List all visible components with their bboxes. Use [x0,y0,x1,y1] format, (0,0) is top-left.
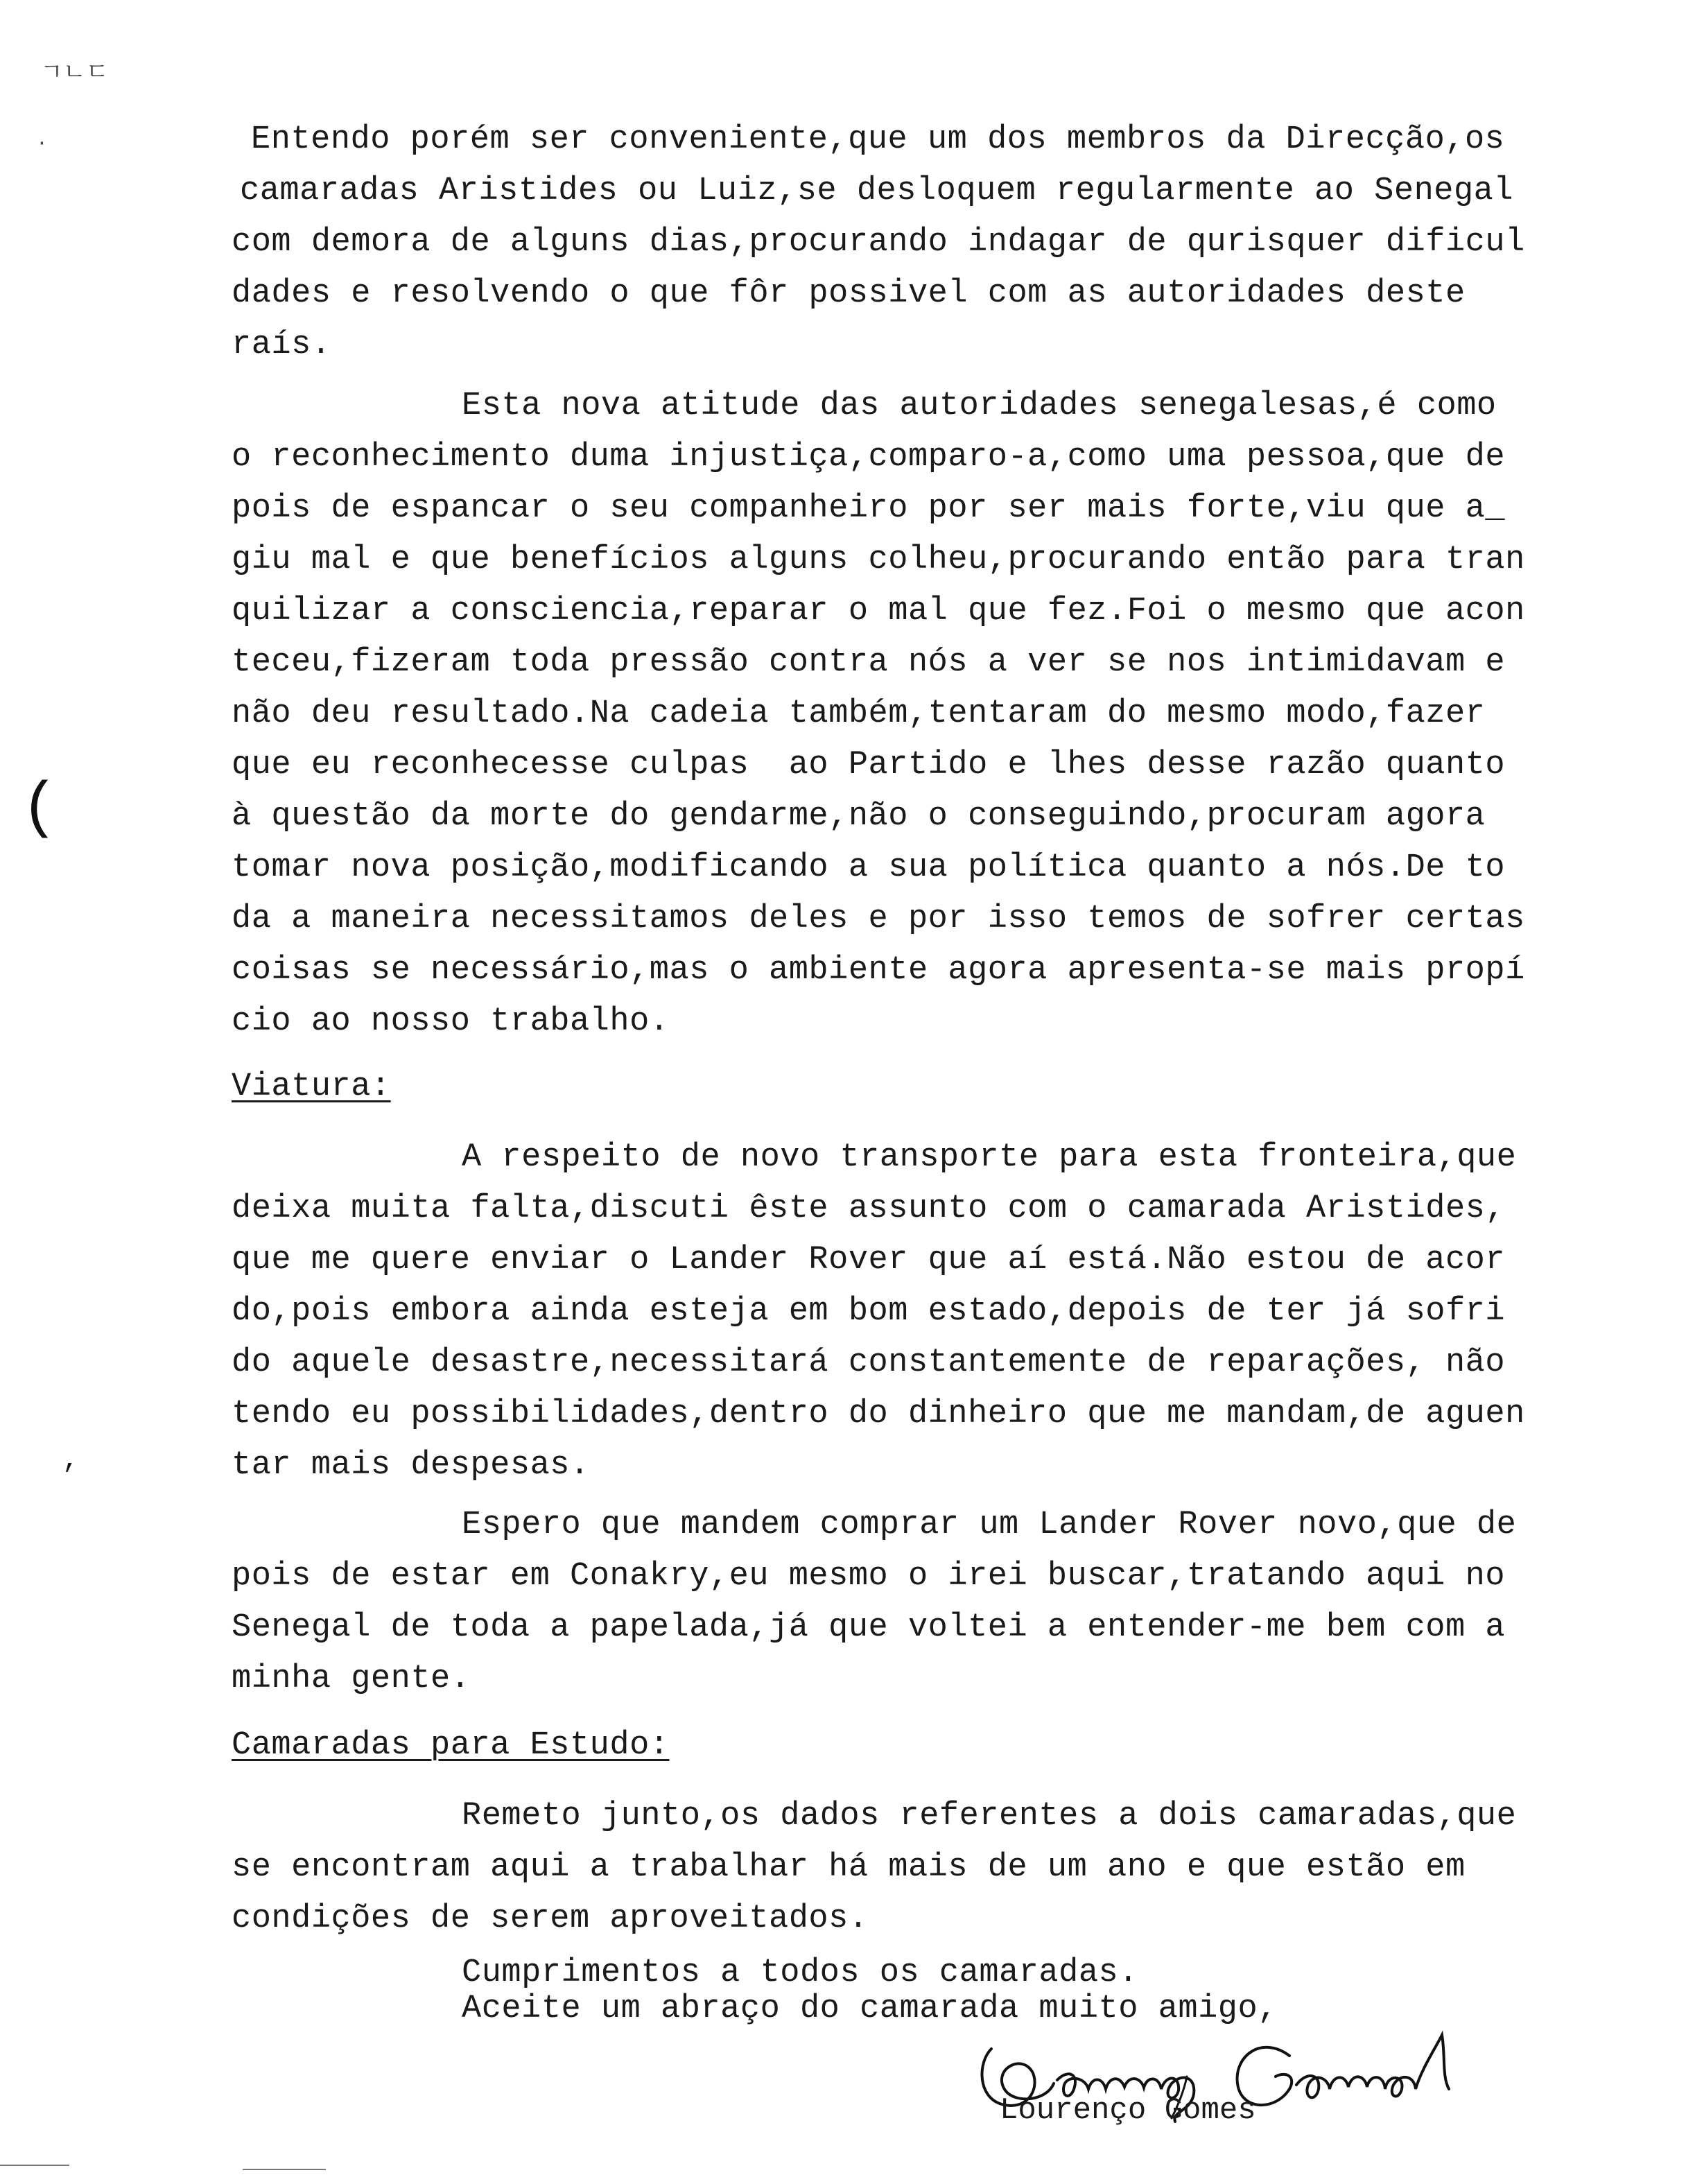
paragraph-indented-line: Esta nova atitude das autoridades senegalesas,é como [462,388,1497,424]
text-line: tendo eu possibilidades,dentro do dinheiro que me mandam,de aguen [232,1396,1525,1432]
text-line: pois de espancar o seu companheiro por ser mais forte,viu que a_ [232,490,1506,527]
text-line: Senegal de toda a papelada,já que voltei a entender-me bem com a [232,1609,1506,1646]
text-line: à questão da morte do gendarme,não o conseguindo,procuram agora [232,798,1486,835]
typed-signature-name: Lourenço Gomes [1000,2093,1256,2128]
text-line: deixa muita falta,discuti êste assunto com o camarada Aristides, [232,1190,1506,1227]
margin-dot-mark: · [36,133,48,155]
text-line: coisas se necessário,mas o ambiente agora apresenta-se mais propí [232,952,1525,989]
text-line: tar mais despesas. [232,1447,590,1484]
text-line: que eu reconhecesse culpas ao Partido e lhes desse razão quanto [232,747,1506,783]
section-heading-camaradas: Camaradas para Estudo: [232,1727,670,1764]
text-line: quilizar a consciencia,reparar o mal que fez.Foi o mesmo que acon [232,593,1525,630]
section-heading-viatura: Viatura: [232,1068,391,1105]
bottom-edge-rule [0,2165,69,2166]
text-line: pois de estar em Conakry,eu mesmo o irei buscar,tratando aqui no [232,1558,1506,1595]
text-line: minha gente. [232,1661,471,1697]
text-line: que me quere enviar o Lander Rover que aí está.Não estou de acor [232,1242,1506,1279]
corner-page-mark: ㄱㄴㄷ [40,61,109,87]
text-line: do,pois embora ainda esteja em bom estado,depois de ter já sofri [232,1293,1506,1330]
text-line: camaradas Aristides ou Luiz,se desloquem regularmente ao Senegal [240,173,1514,209]
margin-hook-mark: ( [21,774,59,844]
bottom-edge-rule [243,2169,326,2170]
text-line: se encontram aqui a trabalhar há mais de um ano e que estão em [232,1849,1466,1886]
text-line: Entendo porém ser conveniente,que um dos membros da Direcção,os [251,121,1505,158]
text-line: condições de serem aproveitados. [232,1900,869,1937]
paragraph-indented-line: Remeto junto,os dados referentes a dois camaradas,que [462,1798,1517,1835]
text-line: raís. [232,327,331,363]
text-line: teceu,fizeram toda pressão contra nós a ver se nos intimidavam e [232,644,1506,681]
paragraph-indented-line: Espero que mandem comprar um Lander Rover novo,que de [462,1507,1517,1543]
paragraph-indented-line: A respeito de novo transporte para esta fronteira,que [462,1139,1517,1176]
margin-comma-mark: , [62,1445,80,1476]
text-line: o reconhecimento duma injustiça,comparo-a,como uma pessoa,que de [232,439,1506,476]
text-line: não deu resultado.Na cadeia também,tentaram do mesmo modo,fazer [232,695,1486,732]
text-line: com demora de alguns dias,procurando indagar de qurisquer dificul [232,224,1525,261]
closing-line: Aceite um abraço do camarada muito amigo, [462,1991,1278,2027]
text-line: tomar nova posição,modificando a sua política quanto a nós.De to [232,849,1506,886]
text-line: dades e resolvendo o que fôr possivel com as autoridades deste [232,275,1466,312]
text-line: giu mal e que benefícios alguns colheu,procurando então para tran [232,541,1525,578]
text-line: da a maneira necessitamos deles e por isso temos de sofrer certas [232,901,1525,937]
closing-line: Cumprimentos a todos os camaradas. [462,1955,1138,1991]
text-line: cio ao nosso trabalho. [232,1003,670,1040]
text-line: do aquele desastre,necessitará constantemente de reparações, não [232,1344,1506,1381]
